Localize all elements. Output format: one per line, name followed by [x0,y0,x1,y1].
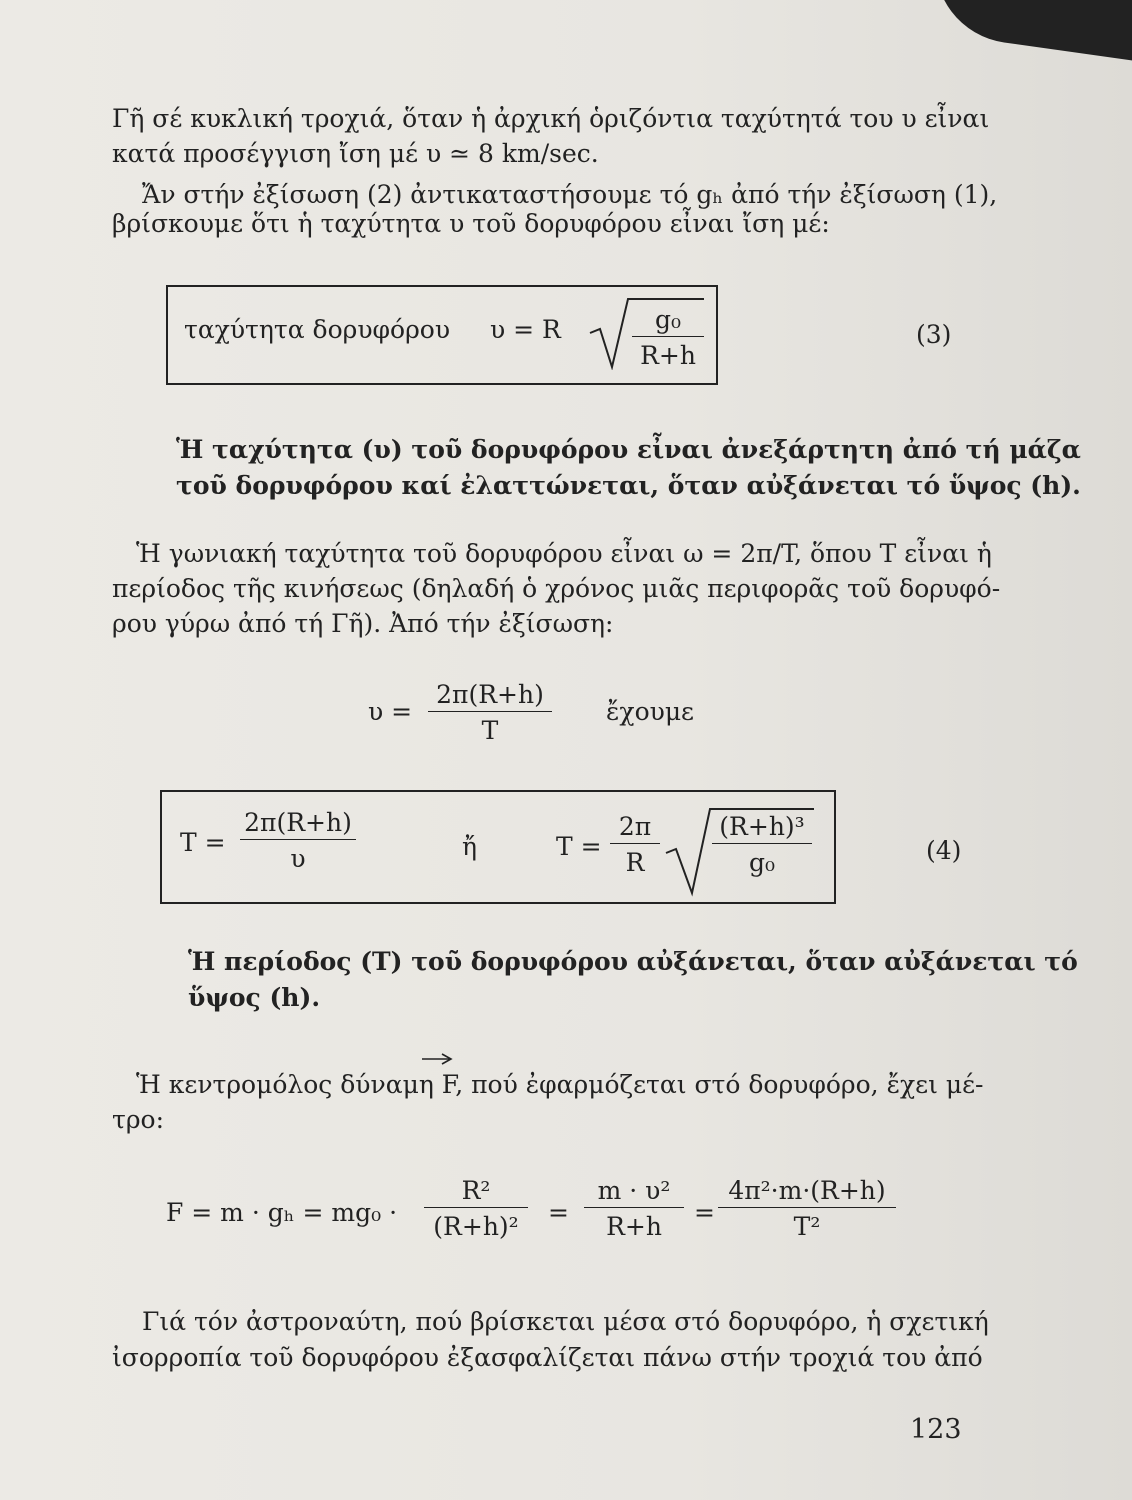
eqF-eq2: = [694,1198,715,1227]
p2-line2: βρίσκουμε ὅτι ἡ ταχύτητα υ τοῦ δορυφόρου εἶναι ἴση μέ: [112,209,830,238]
eq3-label: ταχύτητα δορυφόρου [184,315,451,344]
eq4-num2: 2π [610,812,660,844]
eqF-n2: m · υ² [584,1176,684,1208]
eq3-lhs: υ = R [490,315,561,344]
eq4-or: ἤ [462,832,477,861]
eq4-den2: R [625,848,645,877]
eqF-fraction2 [584,1176,684,1241]
eqmid-tail: ἔχουμε [606,697,695,726]
eqF-d2: R+h [606,1212,662,1241]
scan-corner-shadow [925,0,1132,68]
eqmid-lhs: υ = [368,697,413,726]
eqF-n3: 4π²·m·(R+h) [718,1176,896,1208]
bold2-line1: Ἡ περίοδος (T) τοῦ δορυφόρου αὐξάνεται, ὅταν αὐξάνεται τό [188,947,1078,976]
eqmid-den: T [481,716,499,745]
eq4-tag: (4) [926,836,962,865]
eq4-root-fraction [712,812,812,877]
eq3-num: g₀ [632,305,704,337]
eqmid-num: 2π(R+h) [428,680,552,712]
eqF-n1: R² [424,1176,528,1208]
p3-line3: ρου γύρω ἀπό τή Γῆ). Ἀπό τήν ἐξίσωση: [112,609,614,638]
eqF-d1: (R+h)² [433,1212,519,1241]
p4-line2: τρο: [112,1105,165,1134]
p1-line2: κατά προσέγγιση ἴση μέ υ ≃ 8 km/sec. [112,139,599,168]
eq3-den: R+h [640,341,696,370]
eq4-rnum: (R+h)³ [712,812,812,844]
p3-line2: περίοδος τῆς κινήσεως (δηλαδή ὁ χρόνος μιᾶς περιφορᾶς τοῦ δορυφό- [112,574,1001,603]
bold2-line2: ὕψος (h). [188,983,321,1012]
eq4-rden: g₀ [748,848,776,877]
bold1-line2: τοῦ δορυφόρου καί ἐλαττώνεται, ὅταν αὐξάνεται τό ὕψος (h). [176,471,1081,500]
eqmid-fraction [428,680,552,745]
vector-arrow [420,1052,454,1066]
p5-line2: ἰσορροπία τοῦ δορυφόρου ἐξασφαλίζεται πάνω στήν τροχιά του ἀπό [112,1343,983,1372]
eq4-fraction1 [240,808,356,873]
eq4-lhs: T = [180,828,226,857]
eq3-fraction [632,305,704,370]
page-number: 123 [910,1414,962,1445]
eq3-tag: (3) [916,320,952,349]
p4-line1: Ἡ κεντρομόλος δύναμη F, πού ἐφαρμόζεται στό δορυφόρο, ἔχει μέ- [136,1070,984,1099]
eq4-den1: υ [290,844,306,873]
eq4-num1: 2π(R+h) [240,808,356,840]
p1-line1: Γῆ σέ κυκλική τροχιά, ὅταν ἡ ἀρχική ὁριζόντια ταχύτητά του υ εἶναι [112,104,990,133]
eqF-lhs: F = m · gₕ = mg₀ · [166,1198,398,1227]
eqF-fraction3 [718,1176,896,1241]
eqF-fraction1 [424,1176,528,1241]
p3-line1: Ἡ γωνιακή ταχύτητα τοῦ δορυφόρου εἶναι ω = 2π/T, ὅπου T εἶναι ἡ [136,539,992,568]
p2-line1: Ἄν στήν ἐξίσωση (2) ἀντικαταστήσουμε τό gₕ ἀπό τήν ἐξίσωση (1), [142,180,998,209]
eqF-d3: T² [793,1212,821,1241]
eq4-fraction2 [610,812,660,877]
p5-line1: Γιά τόν ἀστροναύτη, πού βρίσκεται μέσα στό δορυφόρο, ἡ σχετική [142,1307,989,1336]
eq4-lhs2: T = [556,832,602,861]
eqF-eq1: = [548,1198,569,1227]
bold1-line1: Ἡ ταχύτητα (υ) τοῦ δορυφόρου εἶναι ἀνεξάρτητη ἀπό τή μάζα [176,435,1081,464]
